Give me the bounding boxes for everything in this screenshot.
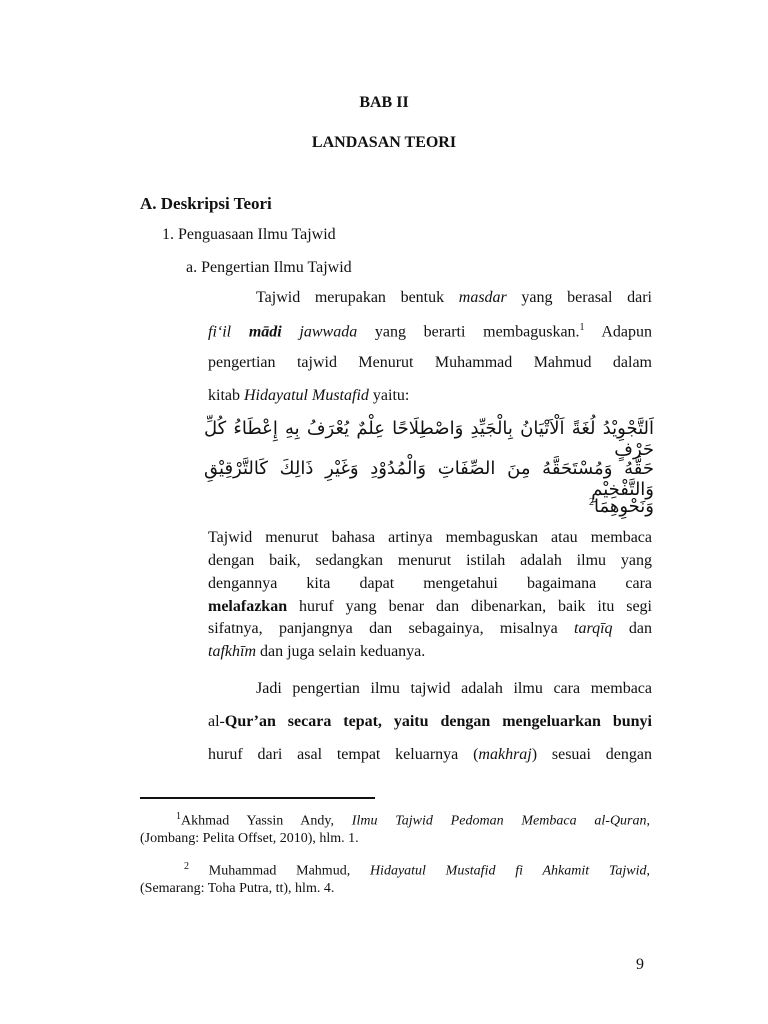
paragraph-3-line-3: huruf dari asal tempat keluarnya (makhraj) sesuai dengan: [208, 746, 652, 763]
footnote-1-line-2: (Jombang: Pelita Offset, 2010), hlm. 1.: [140, 831, 359, 846]
paragraph-2-line-6: tafkhīm dan juga selain keduanya.: [208, 643, 426, 660]
paragraph-1-line-1: Tajwid merupakan bentuk masdar yang berasal dari: [256, 289, 653, 306]
arabic-quote-line-1: اَلتَّجْوِيْدُ لُغَةً اَلْاَتْيَانُ بِالْجَيِّدِ وَاصْطِلَاحًا عِلْمٌ يُعْرَفُ بِهِ إِعْطَاءُ كُلِّ حَرْفٍ: [204, 418, 654, 460]
subsection-1-heading: 1. Penguasaan Ilmu Tajwid: [162, 226, 336, 243]
arabic-quote-line-2: حَقَّهُ وَمُسْتَحَقَّهُ مِنَ الصِّفَاتِ وَالْمُدُوْدِ وَغَيْرِ ذَالِكَ كَالتَّرْقِيْقِ وَالتَّفْخِيْمِ: [204, 458, 654, 500]
paragraph-2-line-1: Tajwid menurut bahasa artinya membaguskan atau membaca: [208, 529, 652, 546]
footnote-2-line-2: (Semarang: Toha Putra, tt), hlm. 4.: [140, 881, 335, 896]
footnote-1-line-1: $^1$Akhmad Yassin Andy, Ilmu Tajwid Pedoman Membaca al-Quran,: [176, 811, 650, 829]
paragraph-2-line-4: melafazkan huruf yang benar dan dibenarkan, baik itu segi: [208, 598, 652, 615]
section-heading: A. Deskripsi Teori: [140, 194, 272, 213]
paragraph-2-line-2: dengan baik, sedangkan menurut istilah adalah ilmu yang: [208, 552, 652, 569]
page-number: 9: [636, 956, 644, 973]
paragraph-3-line-1: Jadi pengertian ilmu tajwid adalah ilmu cara membaca: [256, 680, 652, 697]
subsection-a-heading: a. Pengertian Ilmu Tajwid: [186, 259, 352, 276]
paragraph-2-line-5: sifatnya, panjangnya dan sebagainya, misalnya tarqīq dan: [208, 620, 652, 637]
paragraph-1-line-3: pengertian tajwid Menurut Muhammad Mahmud dalam: [208, 354, 652, 371]
chapter-heading: BAB II: [359, 94, 409, 111]
footnote-separator: [140, 797, 375, 799]
arabic-quote-line-3: وَنَحْوِهِمَا$^2$: [588, 496, 654, 517]
paragraph-2-line-3: dengannya kita dapat mengetahui bagaimana cara: [208, 575, 652, 592]
paragraph-3-line-2: al-Qur’an secara tepat, yaitu dengan mengeluarkan bunyi: [208, 713, 652, 730]
paragraph-1-line-2: fi‘il mādi jawwada yang berarti membaguskan.$^1$ Adapun: [208, 322, 653, 341]
paragraph-1-line-4: kitab Hidayatul Mustafid yaitu:: [208, 387, 410, 404]
footnote-2-line-1: $^2$ Muhammad Mahmud, Hidayatul Mustafid fi Ahkamit Tajwid,: [184, 861, 650, 879]
chapter-title: LANDASAN TEORI: [311, 134, 457, 151]
